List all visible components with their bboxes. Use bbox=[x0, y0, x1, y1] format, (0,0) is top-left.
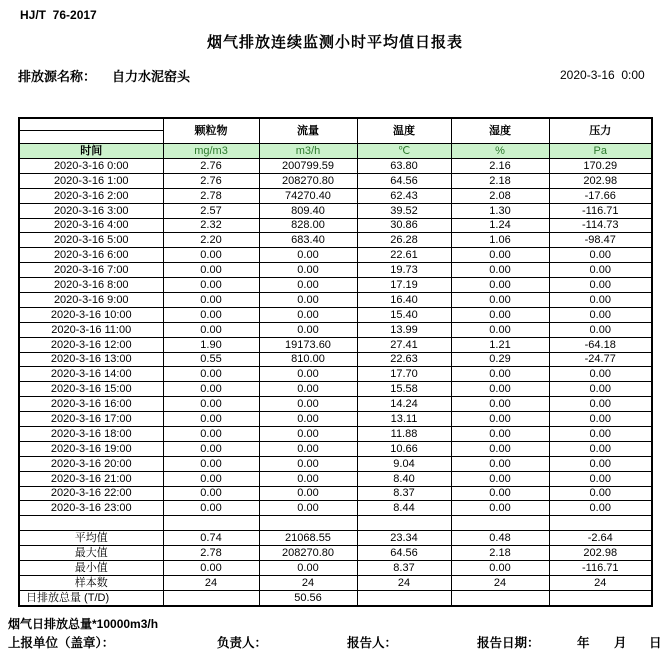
summary-label: 最大值 bbox=[19, 546, 163, 561]
summary-value-cell bbox=[549, 591, 652, 607]
summary-label: 样本数 bbox=[19, 576, 163, 591]
value-cell: 0.00 bbox=[163, 397, 259, 412]
value-cell: 17.70 bbox=[357, 367, 451, 382]
time-cell: 2020-3-16 9:00 bbox=[19, 293, 163, 308]
summary-row bbox=[19, 591, 652, 607]
unit-cell: m3/h bbox=[259, 144, 357, 159]
value-cell: 809.40 bbox=[259, 203, 357, 218]
summary-value-cell: 0.00 bbox=[163, 561, 259, 576]
value-cell: 0.55 bbox=[163, 352, 259, 367]
value-cell: 0.00 bbox=[451, 307, 549, 322]
value-cell: 0.00 bbox=[451, 263, 549, 278]
unit-cell: ℃ bbox=[357, 144, 451, 159]
time-cell: 2020-3-16 11:00 bbox=[19, 322, 163, 337]
summary-row bbox=[19, 576, 652, 591]
value-cell: -98.47 bbox=[549, 233, 652, 248]
value-cell: 1.30 bbox=[451, 203, 549, 218]
value-cell: 14.24 bbox=[357, 397, 451, 412]
value-cell: 0.00 bbox=[259, 382, 357, 397]
value-cell: 9.04 bbox=[357, 456, 451, 471]
value-cell: 0.00 bbox=[163, 441, 259, 456]
value-cell: 810.00 bbox=[259, 352, 357, 367]
time-cell: 2020-3-16 1:00 bbox=[19, 173, 163, 188]
value-cell: -114.73 bbox=[549, 218, 652, 233]
value-cell: 0.00 bbox=[163, 501, 259, 516]
value-cell: 1.21 bbox=[451, 337, 549, 352]
spacer-cell bbox=[259, 516, 357, 531]
summary-value-cell: 24 bbox=[357, 576, 451, 591]
value-cell: 2.20 bbox=[163, 233, 259, 248]
table-row bbox=[19, 456, 652, 471]
responsible-label: 负责人： bbox=[217, 636, 268, 650]
value-cell: 0.00 bbox=[163, 248, 259, 263]
source-name-label: 排放源名称： bbox=[18, 69, 97, 84]
value-cell: 0.00 bbox=[259, 397, 357, 412]
value-cell: 0.00 bbox=[549, 441, 652, 456]
summary-value-cell: 0.48 bbox=[451, 531, 549, 546]
summary-value-cell: -116.71 bbox=[549, 561, 652, 576]
summary-value-cell: 8.37 bbox=[357, 561, 451, 576]
value-cell: 11.88 bbox=[357, 427, 451, 442]
value-cell: 0.00 bbox=[259, 456, 357, 471]
value-cell: 0.00 bbox=[549, 382, 652, 397]
value-cell: 10.66 bbox=[357, 441, 451, 456]
summary-value-cell: 208270.80 bbox=[259, 546, 357, 561]
value-cell: 26.28 bbox=[357, 233, 451, 248]
value-cell: 0.00 bbox=[259, 471, 357, 486]
value-cell: 2.16 bbox=[451, 159, 549, 174]
value-cell: 0.00 bbox=[163, 412, 259, 427]
time-cell: 2020-3-16 19:00 bbox=[19, 441, 163, 456]
summary-value-cell: 2.18 bbox=[451, 546, 549, 561]
value-cell: 0.00 bbox=[549, 397, 652, 412]
header-row-pollutants bbox=[19, 118, 652, 131]
value-cell: -116.71 bbox=[549, 203, 652, 218]
value-cell: 0.00 bbox=[163, 322, 259, 337]
report-table bbox=[18, 117, 653, 607]
spacer-cell bbox=[451, 516, 549, 531]
value-cell: 0.00 bbox=[549, 248, 652, 263]
report-date-label: 报告日期： bbox=[477, 636, 540, 650]
summary-value-cell: 24 bbox=[451, 576, 549, 591]
standard-number: HJ/T 76-2017 bbox=[20, 8, 97, 22]
summary-value-cell: 2.78 bbox=[163, 546, 259, 561]
time-cell: 2020-3-16 0:00 bbox=[19, 159, 163, 174]
time-cell: 2020-3-16 14:00 bbox=[19, 367, 163, 382]
time-cell: 2020-3-16 23:00 bbox=[19, 501, 163, 516]
value-cell: 0.00 bbox=[259, 367, 357, 382]
value-cell: 2.08 bbox=[451, 188, 549, 203]
time-column-header-top bbox=[19, 118, 163, 131]
table-row bbox=[19, 486, 652, 501]
table-row bbox=[19, 188, 652, 203]
table-row bbox=[19, 278, 652, 293]
time-header-cell: 时间 bbox=[19, 144, 163, 159]
value-cell: 0.00 bbox=[549, 263, 652, 278]
time-cell: 2020-3-16 12:00 bbox=[19, 337, 163, 352]
value-cell: 200799.59 bbox=[259, 159, 357, 174]
value-cell: 0.00 bbox=[259, 293, 357, 308]
value-cell: 0.00 bbox=[451, 293, 549, 308]
table-row bbox=[19, 233, 652, 248]
value-cell: 0.00 bbox=[259, 412, 357, 427]
spacer-row bbox=[19, 516, 652, 531]
value-cell: 0.00 bbox=[163, 278, 259, 293]
table-row bbox=[19, 322, 652, 337]
value-cell: 2.57 bbox=[163, 203, 259, 218]
summary-value-cell: 64.56 bbox=[357, 546, 451, 561]
value-cell: 0.00 bbox=[259, 486, 357, 501]
value-cell: 0.00 bbox=[259, 441, 357, 456]
day-label: 日 bbox=[649, 636, 662, 650]
value-cell: 0.00 bbox=[451, 486, 549, 501]
value-cell: 1.06 bbox=[451, 233, 549, 248]
value-cell: 62.43 bbox=[357, 188, 451, 203]
value-cell: 0.00 bbox=[549, 278, 652, 293]
table-row bbox=[19, 441, 652, 456]
summary-value-cell: -2.64 bbox=[549, 531, 652, 546]
table-row bbox=[19, 397, 652, 412]
value-cell: 0.00 bbox=[451, 367, 549, 382]
summary-value-cell: 50.56 bbox=[259, 591, 357, 607]
year-label: 年 bbox=[577, 636, 590, 650]
value-cell: 0.00 bbox=[163, 456, 259, 471]
value-cell: 63.80 bbox=[357, 159, 451, 174]
summary-value-cell bbox=[163, 591, 259, 607]
table-row bbox=[19, 248, 652, 263]
table-row bbox=[19, 382, 652, 397]
value-cell: 0.00 bbox=[451, 501, 549, 516]
table-row bbox=[19, 218, 652, 233]
value-cell: 2.32 bbox=[163, 218, 259, 233]
time-cell: 2020-3-16 8:00 bbox=[19, 278, 163, 293]
value-cell: 0.29 bbox=[451, 352, 549, 367]
summary-label: 平均值 bbox=[19, 531, 163, 546]
column-header: 湿度 bbox=[451, 118, 549, 144]
value-cell: 22.61 bbox=[357, 248, 451, 263]
table-row bbox=[19, 412, 652, 427]
table-row bbox=[19, 293, 652, 308]
value-cell: 0.00 bbox=[549, 456, 652, 471]
time-cell: 2020-3-16 21:00 bbox=[19, 471, 163, 486]
value-cell: 0.00 bbox=[451, 278, 549, 293]
table-row bbox=[19, 427, 652, 442]
spacer-cell bbox=[19, 516, 163, 531]
value-cell: 0.00 bbox=[259, 307, 357, 322]
value-cell: 0.00 bbox=[259, 501, 357, 516]
value-cell: 0.00 bbox=[549, 293, 652, 308]
value-cell: 15.40 bbox=[357, 307, 451, 322]
time-cell: 2020-3-16 17:00 bbox=[19, 412, 163, 427]
value-cell: 0.00 bbox=[549, 412, 652, 427]
value-cell: 0.00 bbox=[451, 456, 549, 471]
summary-value-cell: 202.98 bbox=[549, 546, 652, 561]
value-cell: 0.00 bbox=[549, 501, 652, 516]
time-column-header-bottom bbox=[19, 131, 163, 144]
table-row bbox=[19, 263, 652, 278]
spacer-cell bbox=[163, 516, 259, 531]
summary-row bbox=[19, 531, 652, 546]
value-cell: 208270.80 bbox=[259, 173, 357, 188]
summary-value-cell: 24 bbox=[163, 576, 259, 591]
value-cell: 0.00 bbox=[259, 322, 357, 337]
footer-signature-line bbox=[0, 633, 670, 649]
value-cell: 22.63 bbox=[357, 352, 451, 367]
value-cell: 13.11 bbox=[357, 412, 451, 427]
value-cell: 0.00 bbox=[163, 427, 259, 442]
report-unit-label: 上报单位（盖章）： bbox=[8, 636, 115, 650]
value-cell: 0.00 bbox=[549, 322, 652, 337]
time-cell: 2020-3-16 16:00 bbox=[19, 397, 163, 412]
value-cell: 202.98 bbox=[549, 173, 652, 188]
table-row bbox=[19, 471, 652, 486]
time-cell: 2020-3-16 13:00 bbox=[19, 352, 163, 367]
table-row bbox=[19, 307, 652, 322]
value-cell: 0.00 bbox=[163, 486, 259, 501]
summary-value-cell: 24 bbox=[259, 576, 357, 591]
time-cell: 2020-3-16 15:00 bbox=[19, 382, 163, 397]
unit-cell: mg/m3 bbox=[163, 144, 259, 159]
value-cell: 0.00 bbox=[451, 382, 549, 397]
value-cell: -64.18 bbox=[549, 337, 652, 352]
reporter-label: 报告人： bbox=[347, 636, 398, 650]
value-cell: 0.00 bbox=[163, 367, 259, 382]
summary-value-cell: 23.34 bbox=[357, 531, 451, 546]
value-cell: 19173.60 bbox=[259, 337, 357, 352]
summary-value-cell: 0.00 bbox=[451, 561, 549, 576]
time-cell: 2020-3-16 5:00 bbox=[19, 233, 163, 248]
value-cell: 2.78 bbox=[163, 188, 259, 203]
value-cell: 0.00 bbox=[451, 471, 549, 486]
month-label: 月 bbox=[614, 636, 627, 650]
column-header: 温度 bbox=[357, 118, 451, 144]
value-cell: 0.00 bbox=[163, 293, 259, 308]
table-row bbox=[19, 337, 652, 352]
table-row bbox=[19, 352, 652, 367]
value-cell: 17.19 bbox=[357, 278, 451, 293]
value-cell: 828.00 bbox=[259, 218, 357, 233]
value-cell: 2.18 bbox=[451, 173, 549, 188]
table-row bbox=[19, 501, 652, 516]
value-cell: 2.76 bbox=[163, 173, 259, 188]
value-cell: 64.56 bbox=[357, 173, 451, 188]
value-cell: 1.90 bbox=[163, 337, 259, 352]
value-cell: 0.00 bbox=[163, 263, 259, 278]
value-cell: 8.37 bbox=[357, 486, 451, 501]
table-row bbox=[19, 159, 652, 174]
time-cell: 2020-3-16 20:00 bbox=[19, 456, 163, 471]
table-row bbox=[19, 173, 652, 188]
summary-value-cell: 0.00 bbox=[259, 561, 357, 576]
value-cell: 0.00 bbox=[451, 441, 549, 456]
value-cell: 27.41 bbox=[357, 337, 451, 352]
value-cell: 0.00 bbox=[163, 307, 259, 322]
value-cell: 0.00 bbox=[549, 307, 652, 322]
unit-cell: % bbox=[451, 144, 549, 159]
value-cell: 30.86 bbox=[357, 218, 451, 233]
value-cell: 0.00 bbox=[259, 427, 357, 442]
value-cell: 170.29 bbox=[549, 159, 652, 174]
value-cell: 0.00 bbox=[259, 263, 357, 278]
value-cell: 683.40 bbox=[259, 233, 357, 248]
spacer-cell bbox=[549, 516, 652, 531]
summary-row bbox=[19, 561, 652, 576]
table-row bbox=[19, 367, 652, 382]
value-cell: 0.00 bbox=[451, 397, 549, 412]
value-cell: 19.73 bbox=[357, 263, 451, 278]
time-cell: 2020-3-16 3:00 bbox=[19, 203, 163, 218]
value-cell: 0.00 bbox=[163, 471, 259, 486]
report-title: 烟气排放连续监测小时平均值日报表 bbox=[206, 34, 463, 51]
summary-value-cell: 0.74 bbox=[163, 531, 259, 546]
time-cell: 2020-3-16 2:00 bbox=[19, 188, 163, 203]
value-cell: 2.76 bbox=[163, 159, 259, 174]
value-cell: 13.99 bbox=[357, 322, 451, 337]
summary-label: 日排放总量 (T/D) bbox=[19, 591, 163, 607]
unit-cell: Pa bbox=[549, 144, 652, 159]
value-cell: 0.00 bbox=[549, 471, 652, 486]
time-cell: 2020-3-16 7:00 bbox=[19, 263, 163, 278]
time-cell: 2020-3-16 4:00 bbox=[19, 218, 163, 233]
units-row bbox=[19, 144, 652, 159]
table-body bbox=[19, 159, 652, 607]
value-cell: 0.00 bbox=[549, 486, 652, 501]
value-cell: 8.40 bbox=[357, 471, 451, 486]
source-line bbox=[18, 66, 190, 85]
value-cell: 8.44 bbox=[357, 501, 451, 516]
time-cell: 2020-3-16 10:00 bbox=[19, 307, 163, 322]
value-cell: 1.24 bbox=[451, 218, 549, 233]
table-row bbox=[19, 203, 652, 218]
value-cell: 0.00 bbox=[451, 412, 549, 427]
column-header: 流量 bbox=[259, 118, 357, 144]
value-cell: 0.00 bbox=[163, 382, 259, 397]
value-cell: -17.66 bbox=[549, 188, 652, 203]
source-name-value: 自力水泥窑头 bbox=[112, 69, 191, 84]
column-header: 颗粒物 bbox=[163, 118, 259, 144]
value-cell: 0.00 bbox=[259, 248, 357, 263]
summary-row bbox=[19, 546, 652, 561]
value-cell: -24.77 bbox=[549, 352, 652, 367]
value-cell: 39.52 bbox=[357, 203, 451, 218]
value-cell: 74270.40 bbox=[259, 188, 357, 203]
time-cell: 2020-3-16 18:00 bbox=[19, 427, 163, 442]
value-cell: 16.40 bbox=[357, 293, 451, 308]
summary-value-cell: 24 bbox=[549, 576, 652, 591]
value-cell: 0.00 bbox=[451, 322, 549, 337]
value-cell: 0.00 bbox=[549, 367, 652, 382]
report-datetime: 2020-3-16 0:00 bbox=[560, 68, 645, 82]
footer-note: 烟气日排放总量*10000m3/h bbox=[8, 617, 159, 631]
value-cell: 0.00 bbox=[451, 427, 549, 442]
time-cell: 2020-3-16 22:00 bbox=[19, 486, 163, 501]
value-cell: 0.00 bbox=[549, 427, 652, 442]
value-cell: 0.00 bbox=[451, 248, 549, 263]
summary-value-cell bbox=[357, 591, 451, 607]
time-cell: 2020-3-16 6:00 bbox=[19, 248, 163, 263]
summary-label: 最小值 bbox=[19, 561, 163, 576]
summary-value-cell bbox=[451, 591, 549, 607]
spacer-cell bbox=[357, 516, 451, 531]
column-header: 压力 bbox=[549, 118, 652, 144]
summary-value-cell: 21068.55 bbox=[259, 531, 357, 546]
value-cell: 0.00 bbox=[259, 278, 357, 293]
value-cell: 15.58 bbox=[357, 382, 451, 397]
